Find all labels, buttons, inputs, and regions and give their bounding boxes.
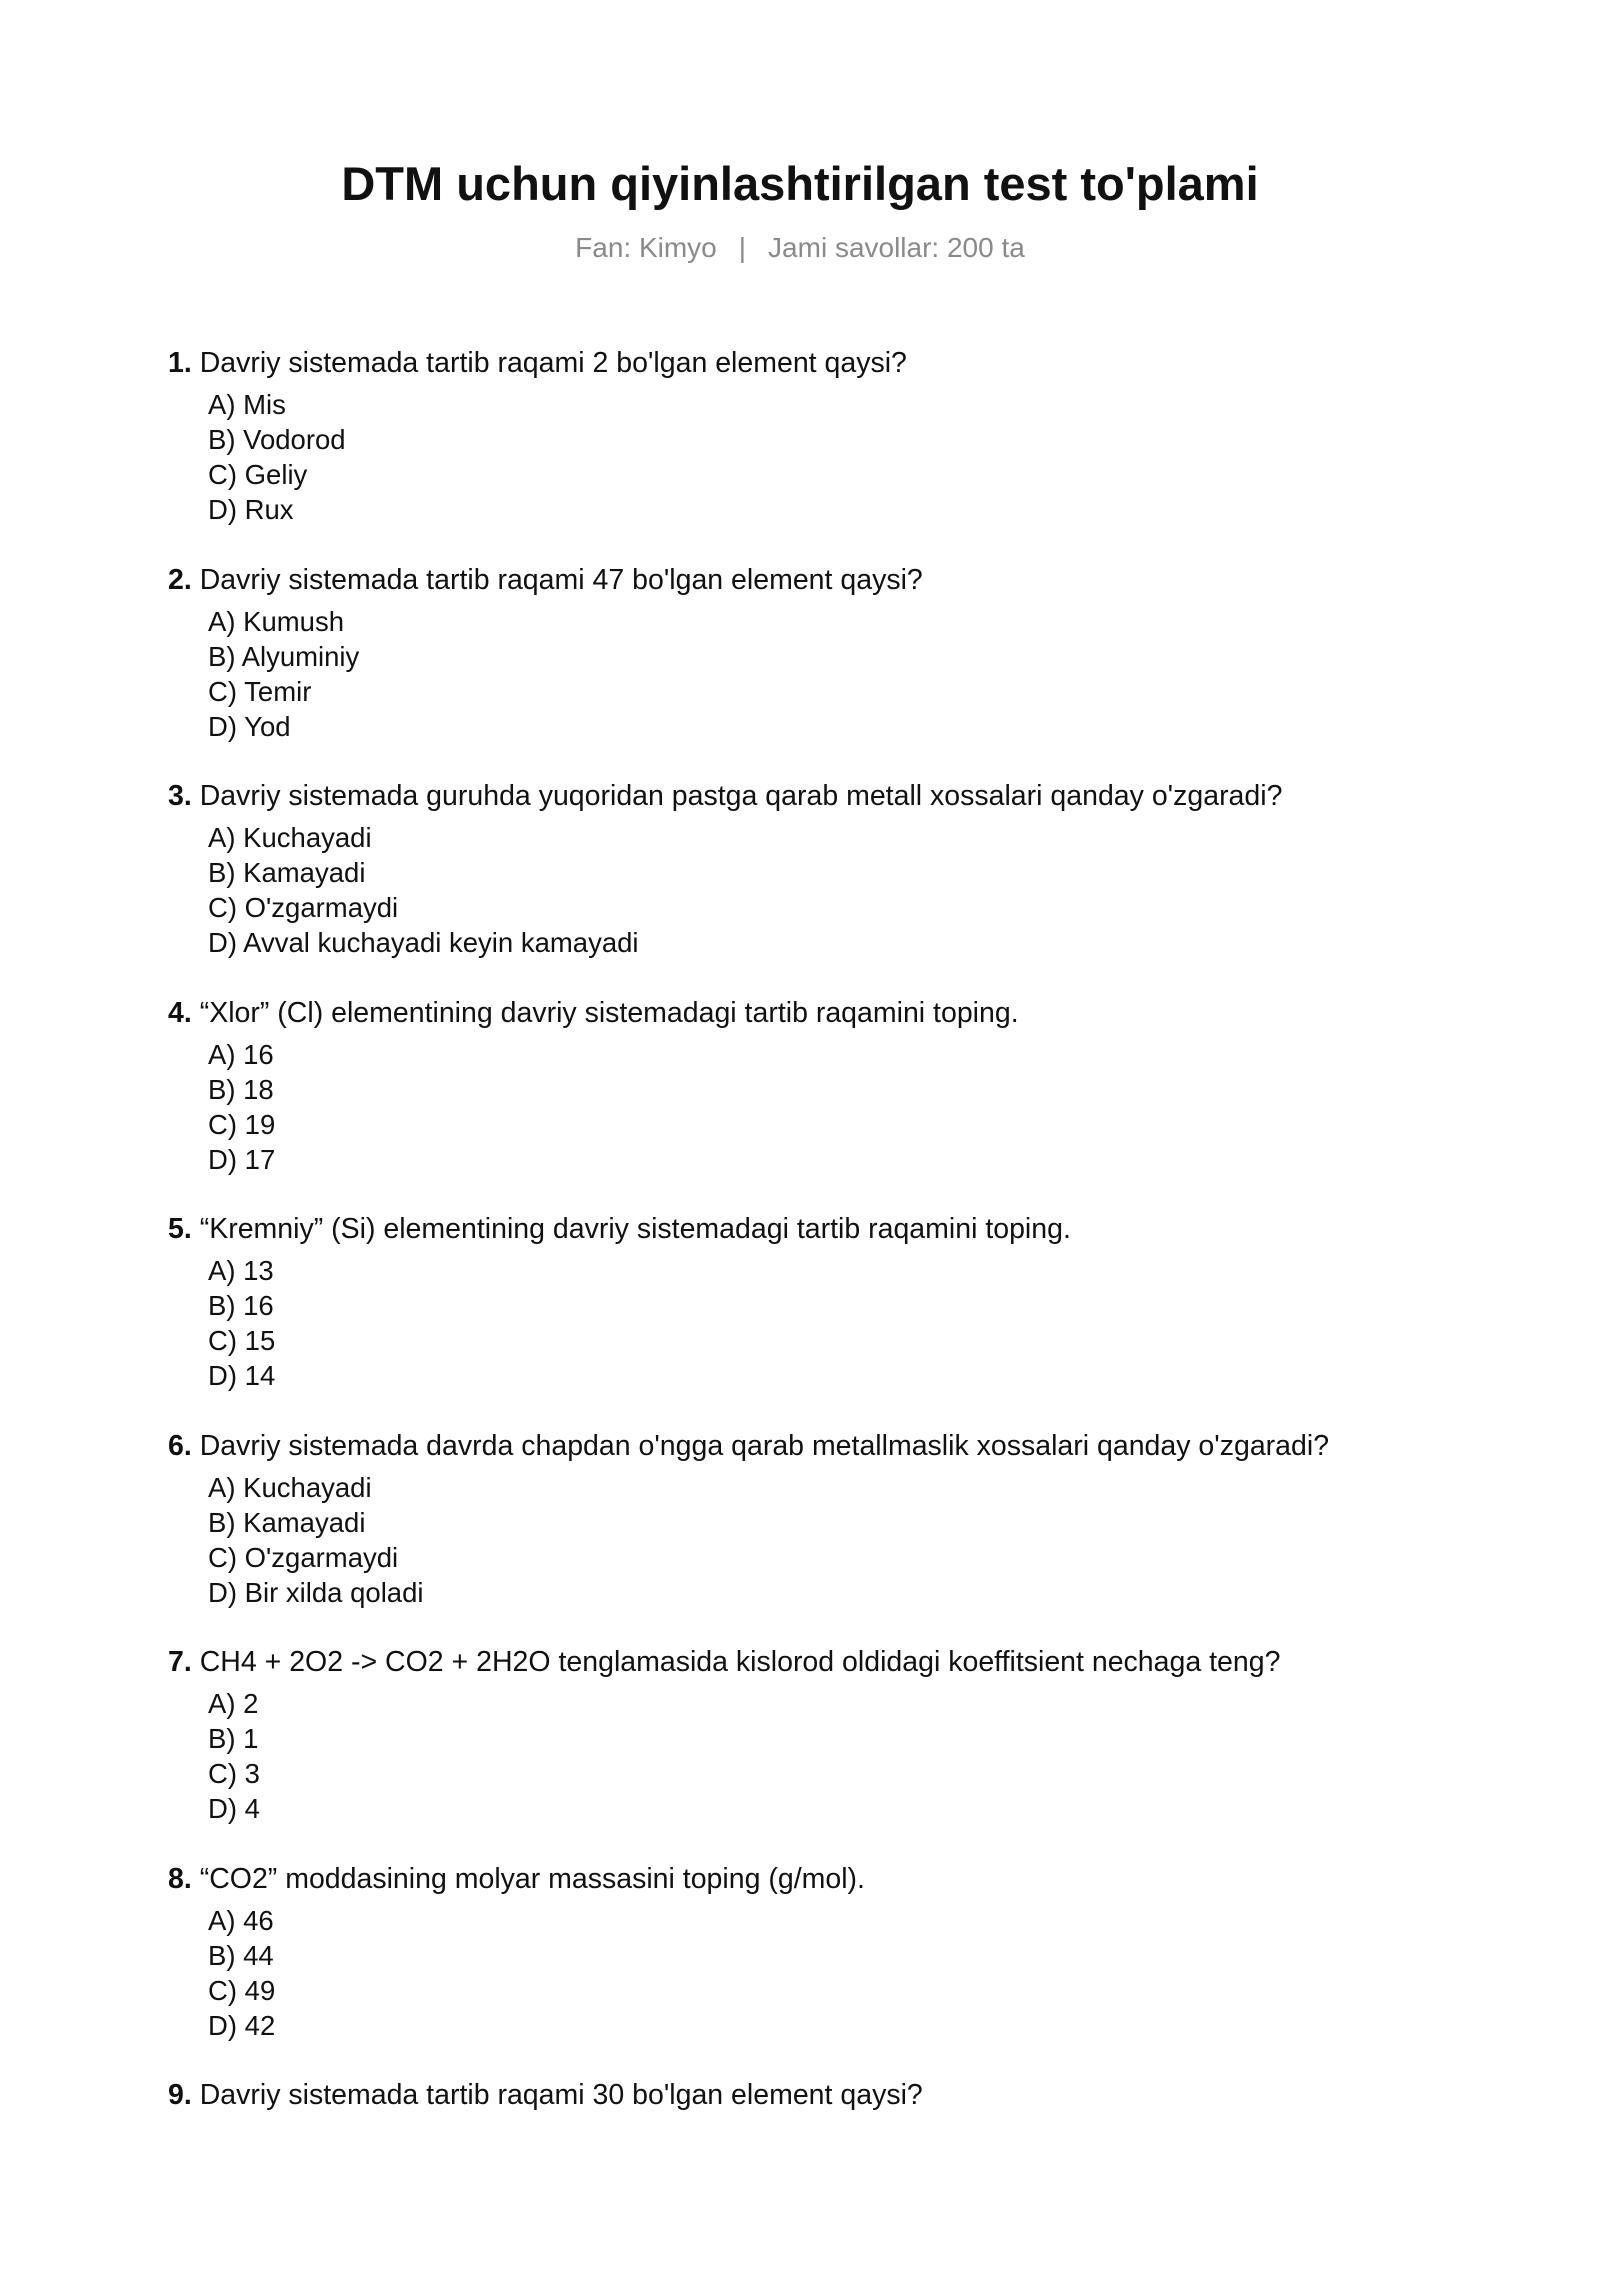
answer-option: B) 16 bbox=[208, 1290, 274, 1321]
answer-options bbox=[168, 1037, 1468, 1177]
answer-option: C) 3 bbox=[208, 1758, 260, 1789]
question-number: 7. bbox=[168, 1646, 192, 1678]
question-text: “Kremniy” (Si) elementining davriy sistemadagi tartib raqamini toping. bbox=[199, 1213, 1071, 1245]
question-line bbox=[168, 2071, 1468, 2119]
question-item bbox=[168, 339, 1468, 556]
answer-option: D) 42 bbox=[208, 2009, 276, 2041]
answer-option: A) 13 bbox=[208, 1255, 274, 1286]
answer-options bbox=[168, 1470, 1468, 1610]
question-item bbox=[168, 1855, 1468, 2072]
question-item bbox=[168, 1422, 1468, 1639]
answer-option: C) Temir bbox=[208, 675, 312, 707]
answer-option: A) Kumush bbox=[208, 605, 345, 637]
question-line bbox=[168, 1638, 1468, 1686]
question-text: Davriy sistemada tartib raqami 47 bo'lgan element qaysi? bbox=[199, 563, 923, 596]
answer-option: A) 16 bbox=[208, 1038, 274, 1070]
answer-option: A) 2 bbox=[208, 1688, 259, 1719]
question-list bbox=[168, 339, 1468, 2288]
question-number: 3. bbox=[168, 780, 192, 812]
answer-options bbox=[168, 387, 1468, 527]
answer-option: D) 4 bbox=[208, 1793, 260, 1824]
answer-option: C) O'zgarmaydi bbox=[208, 892, 399, 923]
answer-option: C) Geliy bbox=[208, 459, 308, 490]
question-item bbox=[168, 989, 1468, 1206]
subtitle-separator: | bbox=[738, 232, 747, 263]
answer-option: D) 17 bbox=[208, 1143, 276, 1175]
document-subtitle bbox=[0, 228, 1600, 268]
answer-option: A) Mis bbox=[208, 389, 286, 420]
answer-option: C) 15 bbox=[208, 1325, 276, 1356]
question-number: 4. bbox=[168, 996, 192, 1029]
answer-option: B) 1 bbox=[208, 1723, 259, 1754]
question-number: 9. bbox=[168, 2079, 192, 2111]
answer-options bbox=[168, 604, 1468, 744]
answer-option: D) Avval kuchayadi keyin kamayadi bbox=[208, 927, 639, 958]
answer-option: B) Alyuminiy bbox=[208, 640, 360, 672]
answer-option: A) Kuchayadi bbox=[208, 822, 372, 853]
question-number: 2. bbox=[168, 563, 192, 596]
answer-options bbox=[168, 820, 1468, 960]
question-line bbox=[168, 1422, 1468, 1470]
answer-option: D) 14 bbox=[208, 1360, 276, 1391]
answer-option: B) 44 bbox=[208, 1939, 274, 1971]
question-text: “CO2” moddasining molyar massasini toping (g/mol). bbox=[199, 1862, 865, 1895]
question-line bbox=[168, 772, 1468, 820]
answer-options bbox=[168, 1253, 1468, 1393]
question-number: 8. bbox=[168, 1862, 192, 1895]
subject-label: Fan: Kimyo bbox=[575, 232, 717, 263]
answer-option: B) Kamayadi bbox=[208, 1506, 366, 1538]
answer-option: D) Rux bbox=[208, 494, 294, 525]
question-line bbox=[168, 1205, 1468, 1253]
answer-option: C) 49 bbox=[208, 1974, 276, 2006]
question-item bbox=[168, 556, 1468, 773]
answer-option: D) Yod bbox=[208, 710, 291, 742]
question-line bbox=[168, 556, 1468, 604]
question-text: “Xlor” (Cl) elementining davriy sistemadagi tartib raqamini toping. bbox=[199, 996, 1019, 1029]
total-questions-label: Jami savollar: 200 ta bbox=[768, 232, 1025, 263]
question-text: Davriy sistemada guruhda yuqoridan pastga qarab metall xossalari qanday o'zgaradi? bbox=[199, 780, 1283, 812]
answer-options bbox=[168, 1903, 1468, 2043]
answer-option: B) 18 bbox=[208, 1073, 274, 1105]
answer-option: D) Bir xilda qoladi bbox=[208, 1576, 424, 1608]
answer-option: A) Kuchayadi bbox=[208, 1471, 372, 1503]
question-text: Davriy sistemada davrda chapdan o'ngga qarab metallmaslik xossalari qanday o'zgaradi? bbox=[199, 1429, 1330, 1462]
question-text: CH4 + 2O2 -> CO2 + 2H2O tenglamasida kislorod oldidagi koeffitsient nechaga teng? bbox=[199, 1646, 1281, 1678]
answer-options bbox=[168, 1686, 1468, 1826]
question-line bbox=[168, 1855, 1468, 1903]
answer-option: B) Vodorod bbox=[208, 424, 346, 455]
question-text: Davriy sistemada tartib raqami 30 bo'lgan element qaysi? bbox=[199, 2079, 923, 2111]
question-item bbox=[168, 772, 1468, 989]
question-item bbox=[168, 2071, 1468, 2288]
answer-option: C) 19 bbox=[208, 1108, 276, 1140]
question-item bbox=[168, 1205, 1468, 1422]
question-line bbox=[168, 989, 1468, 1037]
question-number: 6. bbox=[168, 1429, 192, 1462]
question-number: 5. bbox=[168, 1213, 192, 1245]
question-text: Davriy sistemada tartib raqami 2 bo'lgan element qaysi? bbox=[199, 347, 907, 379]
question-item bbox=[168, 1638, 1468, 1855]
document-title: DTM uchun qiyinlashtirilgan test to'plami bbox=[341, 157, 1259, 210]
answer-option: B) Kamayadi bbox=[208, 857, 366, 888]
question-line bbox=[168, 339, 1468, 387]
answer-option: C) O'zgarmaydi bbox=[208, 1541, 399, 1573]
answer-option: A) 46 bbox=[208, 1904, 274, 1936]
question-number: 1. bbox=[168, 347, 192, 379]
